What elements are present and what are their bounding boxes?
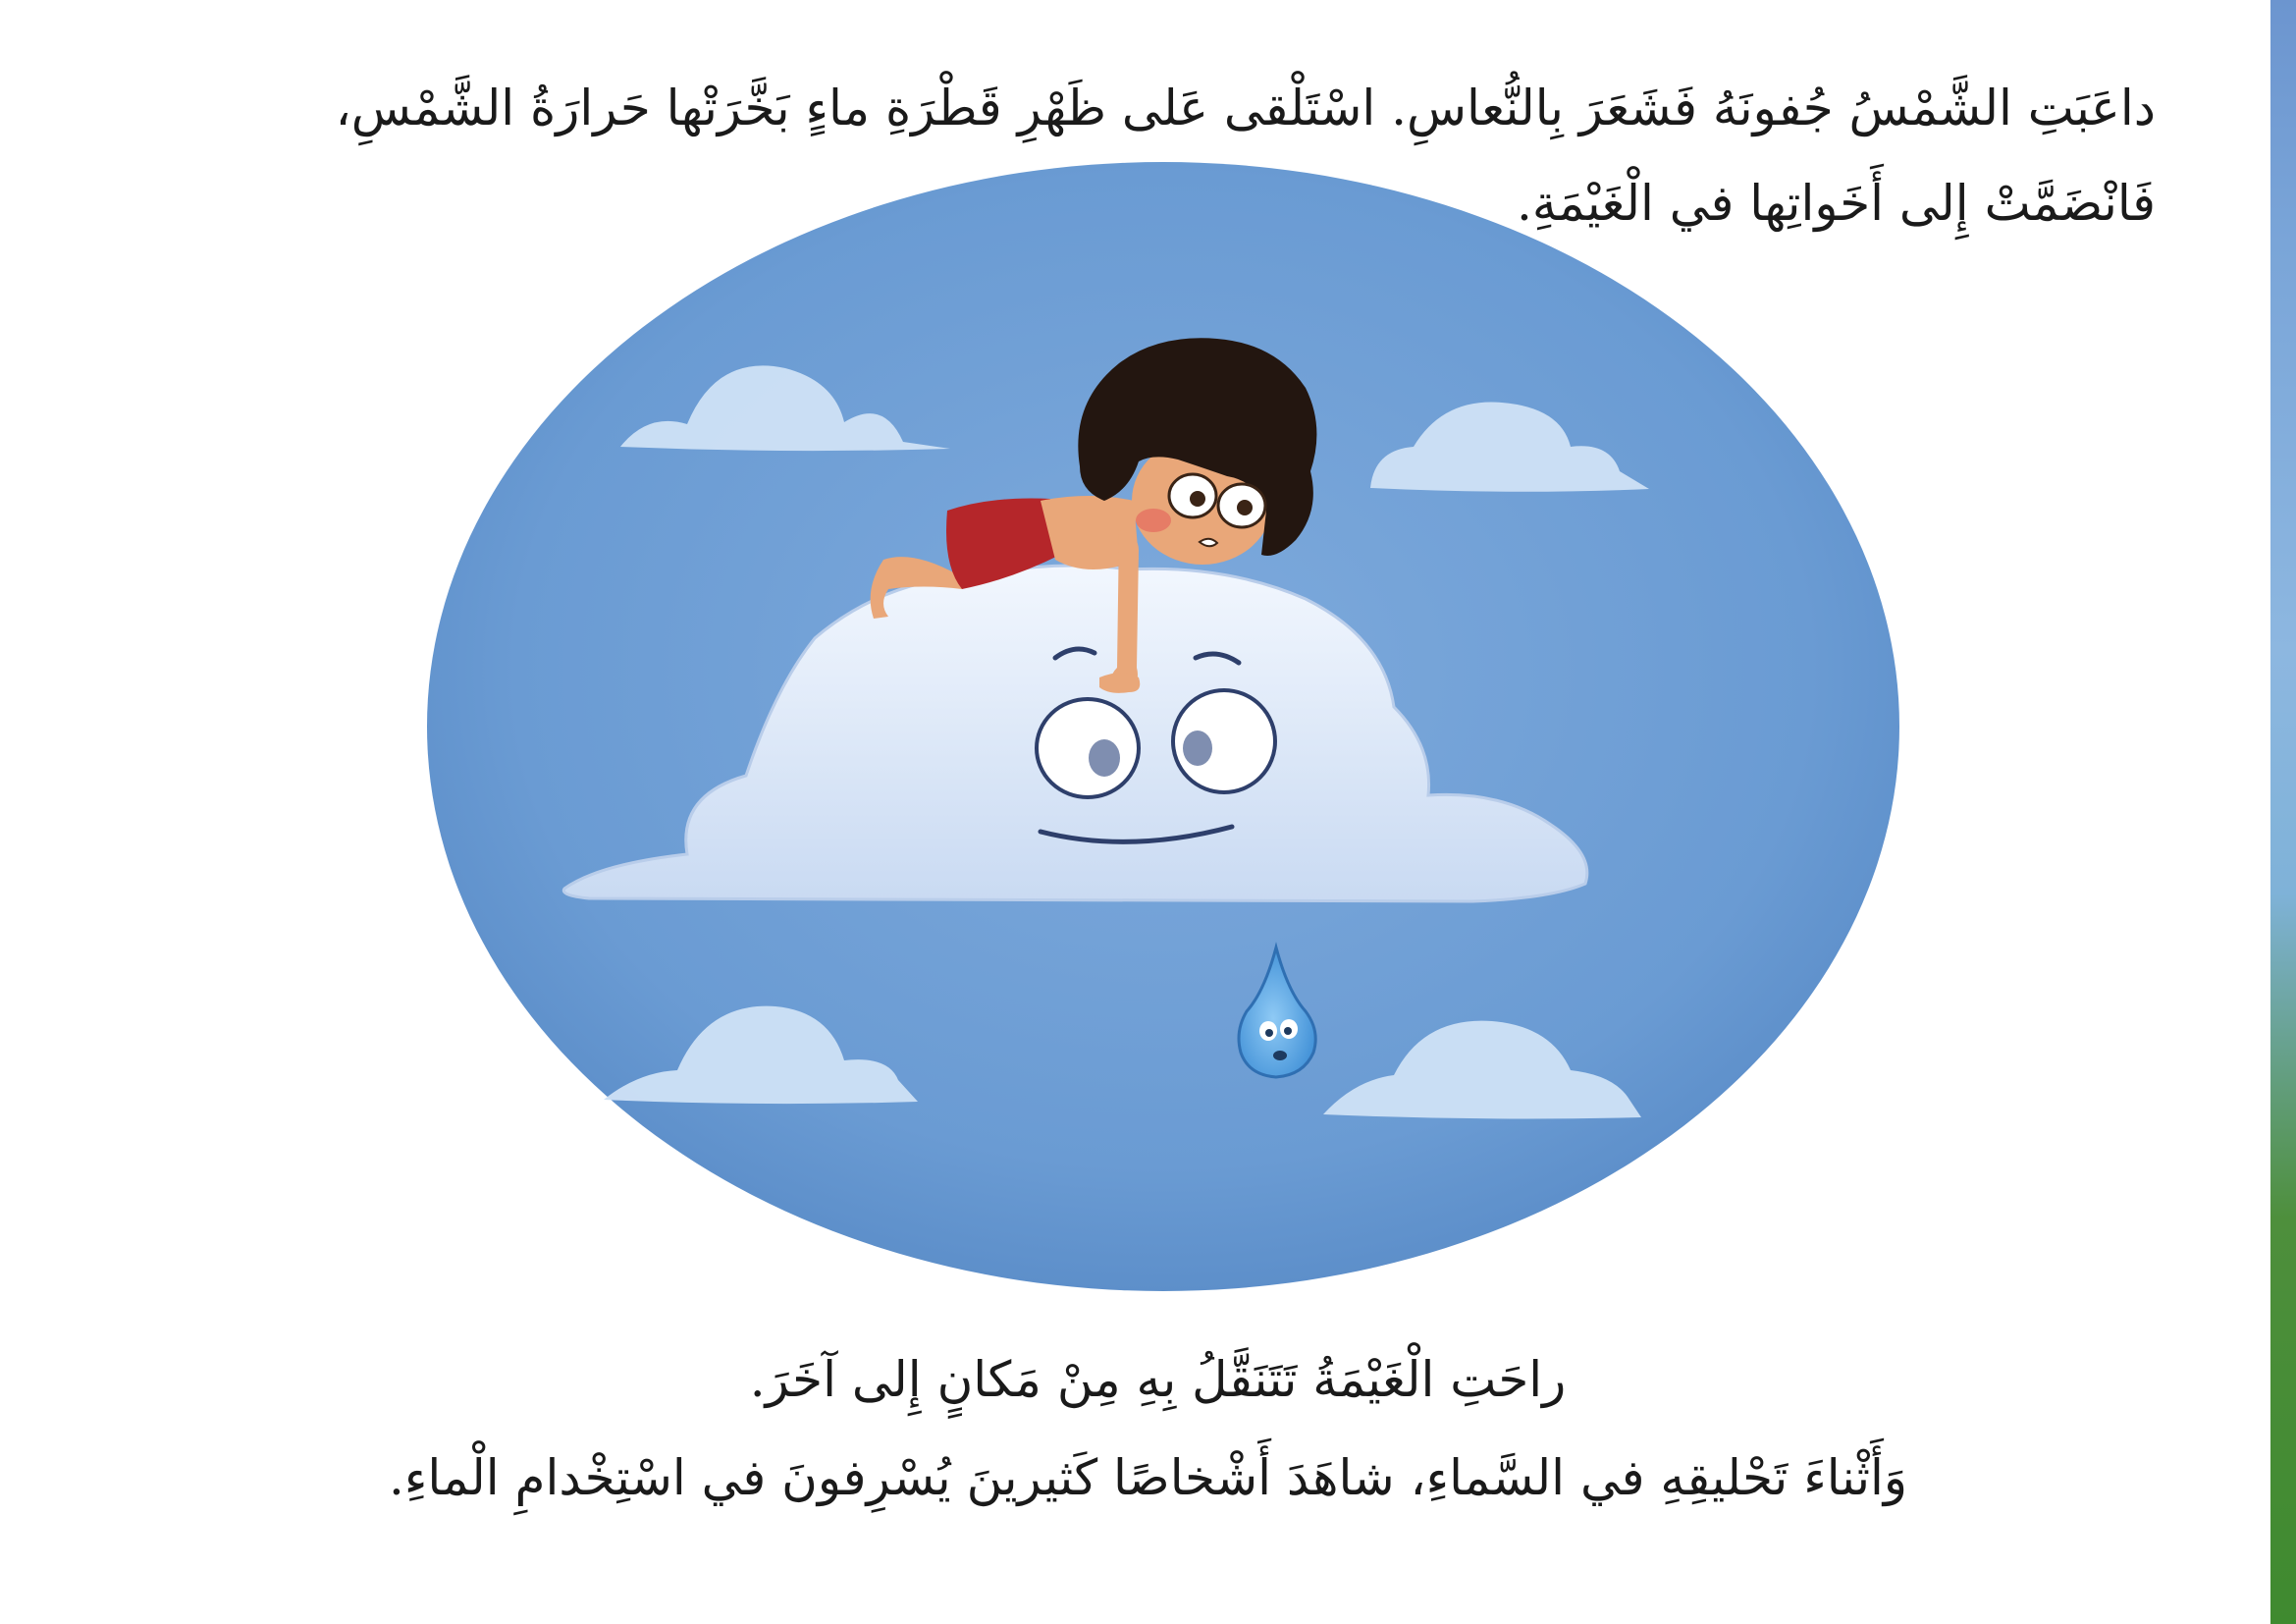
cloud-left-pupil bbox=[1089, 739, 1120, 777]
story-line: فَانْضَمَّتْ إِلى أَخَواتِها في الْغَيْمَةِ. bbox=[1516, 175, 2156, 232]
cloud-left-eye bbox=[1037, 699, 1139, 797]
story-line: راحَتِ الْغَيْمَةُ تَتَنَقَّلُ بِهِ مِنْ مَكانٍ إِلى آخَرَ. bbox=[749, 1351, 1567, 1408]
next-page-edge bbox=[2270, 0, 2296, 1624]
story-line: وَأَثْناءَ تَحْليقِهِ في السَّماءِ، شاهَدَ أَشْخاصًا كَثيرينَ يُسْرِفونَ في اسْتِخْدامِ الْماءِ. bbox=[388, 1449, 1908, 1506]
cloud-right-pupil bbox=[1183, 731, 1212, 766]
story-text-bottom bbox=[0, 1330, 2296, 1527]
story-line: داعَبَتِ الشَّمْسُ جُفونَهُ فَشَعَرَ بِالنُّعاسِ. اسْتَلْقى عَلى ظَهْرِ قَطْرَةِ ماءٍ بَخَّرَتْها حَرارَةُ الشَّمْسِ، bbox=[335, 80, 2156, 136]
